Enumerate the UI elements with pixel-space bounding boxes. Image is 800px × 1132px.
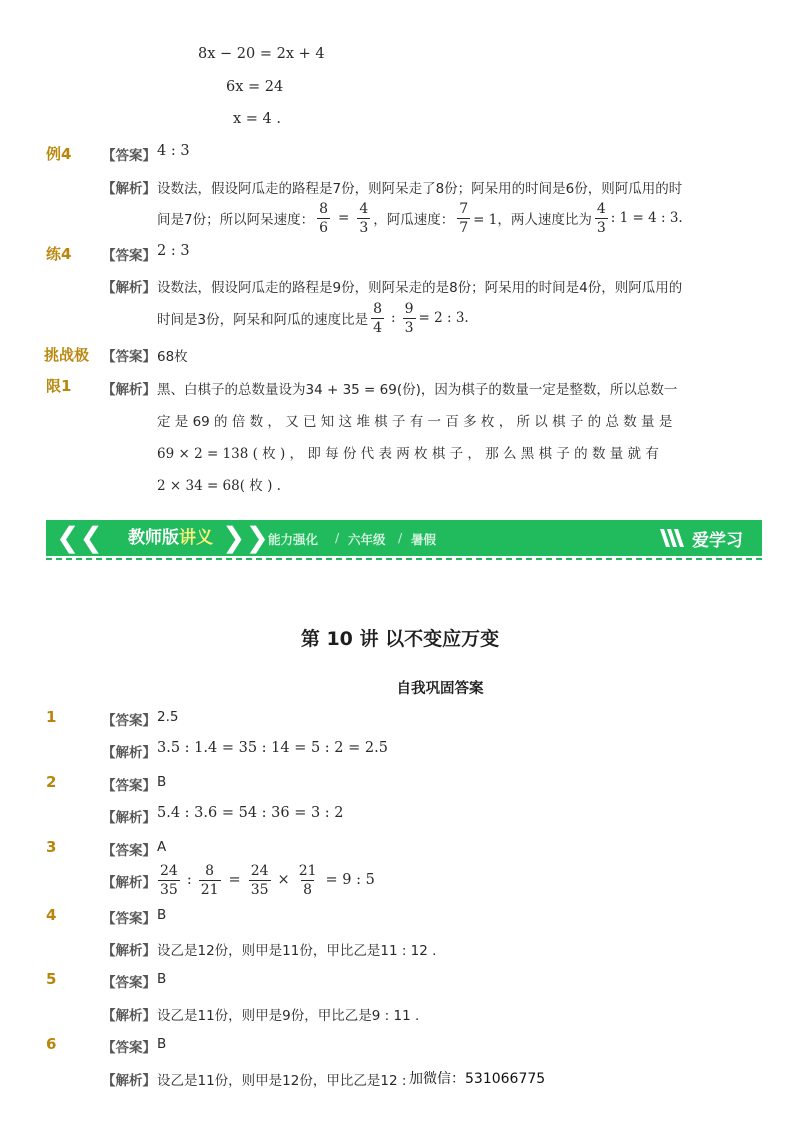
practice-4-analysis-line-2 [157, 298, 469, 338]
analysis-text: 设乙是11份，则甲是9份，甲比乙是9 : 11 . [157, 1008, 420, 1024]
text-segment: = 1，两人速度比为 [473, 212, 592, 228]
section-title: 自我巩固答案 [396, 681, 484, 697]
answer-label: 【答案】 [102, 911, 156, 927]
analysis-label: 【解析】 [102, 1073, 156, 1089]
numerator: 24 [250, 862, 269, 879]
equation-line-3: x = 4 . [233, 111, 281, 127]
breadcrumb-grade: 六年级 [348, 532, 386, 547]
denominator: 35 [250, 881, 269, 898]
practice-4-answer: 2 : 3 [157, 243, 190, 259]
answer-label: 【答案】 [102, 843, 156, 859]
numerator: 7 [459, 200, 469, 217]
analysis-label: 【解析】 [102, 810, 156, 826]
challenge-analysis-label: 【解析】 [102, 382, 156, 398]
answer-label: 【答案】 [102, 778, 156, 794]
practice-4-analysis-label: 【解析】 [102, 280, 156, 296]
text-segment: = 9 : 5 [325, 872, 375, 888]
breadcrumb-term: 暑假 [411, 532, 437, 547]
practice-4-answer-label: 【答案】 [102, 248, 156, 264]
practice-4-tag: 练4 [46, 245, 72, 263]
analysis-label: 【解析】 [102, 875, 156, 891]
equals-sign: = [338, 210, 350, 226]
banner-title-part-b: 讲义 [179, 528, 213, 548]
numerator: 8 [373, 300, 383, 317]
challenge-analysis-line-1: 黑、白棋子的总数量设为34 + 35 = 69(份)，因为棋子的数量一定是整数，所以总数一 [157, 382, 678, 398]
equals-sign: = [228, 872, 241, 888]
double-chevron-right-icon: ❯❯ [222, 521, 269, 554]
answer-value: B [157, 1036, 167, 1052]
challenge-answer-label: 【答案】 [102, 349, 156, 365]
numerator: 8 [205, 862, 215, 879]
challenge-answer: 68枚 [157, 349, 188, 365]
denominator: 4 [373, 319, 383, 336]
analysis-text: 设乙是11份，则甲是12份，甲比乙是12 : [157, 1073, 407, 1089]
fraction [297, 864, 319, 897]
times-sign: × [277, 872, 290, 888]
analysis-text: 3.5 : 1.4 = 35 : 14 = 5 : 2 = 2.5 [157, 740, 388, 756]
analysis-text: 设乙是12份，则甲是11份，甲比乙是11 : 12 . [157, 943, 437, 959]
denominator: 3 [404, 319, 414, 336]
example-4-tag: 例4 [46, 145, 72, 163]
numerator: 8 [319, 200, 329, 217]
answer-value: 2.5 [157, 709, 179, 725]
fraction [595, 202, 608, 235]
challenge-tag-line-2: 限1 [46, 377, 72, 395]
analysis-label: 【解析】 [102, 745, 156, 761]
denominator: 35 [160, 881, 178, 898]
brand-logo-icon [658, 525, 686, 551]
equation-line-2: 6x = 24 [226, 79, 284, 95]
denominator: 3 [596, 219, 606, 236]
fraction [357, 202, 370, 235]
challenge-analysis-line-2: 定 是 69 的 倍 数 ， 又 已 知 这 堆 棋 子 有 一 百 多 枚 ， 所 以 棋 子 的 总 数 量 是 [157, 414, 673, 430]
breadcrumb-ability: 能力强化 [268, 532, 319, 547]
watermark-overlay-text: 加微信：531066775 [407, 1068, 547, 1088]
banner-title [120, 524, 221, 552]
answer-value: A [157, 839, 167, 855]
text-segment: 时间是3份，阿呆和阿瓜的速度比是 [157, 312, 369, 328]
banner-title-part-a: 教师版 [128, 528, 179, 548]
analysis-label: 【解析】 [102, 1008, 156, 1024]
denominator: 7 [459, 219, 469, 236]
brand-logo-text: 爱学习 [692, 531, 743, 551]
text-segment: = 2 : 3. [418, 310, 469, 326]
example-4-answer: 4 : 3 [157, 143, 190, 159]
practice-4-analysis-line-1: 设数法，假设阿瓜走的路程是9份，则阿呆走的是8份；阿呆用的时间是4份，则阿瓜用的 [157, 280, 683, 296]
analysis-expression [155, 859, 375, 901]
numerator: 21 [298, 862, 317, 879]
answer-value: B [157, 907, 167, 923]
example-4-analysis-line-1: 设数法，假设阿瓜走的路程是7份，则阿呆走了8份；阿呆用的时间是6份，则阿瓜用的时 [157, 181, 683, 197]
text-segment: : 1 = 4 : 3. [610, 210, 683, 226]
fraction [403, 302, 416, 335]
equation-line-1: 8x − 20 = 2x + 4 [198, 46, 325, 62]
answer-label: 【答案】 [102, 713, 156, 729]
numerator: 4 [596, 200, 606, 217]
breadcrumb-separator: / [398, 530, 403, 545]
question-number: 4 [46, 906, 57, 924]
numerator: 9 [404, 300, 414, 317]
question-number: 2 [46, 773, 57, 791]
fraction [158, 864, 180, 897]
challenge-analysis-line-4: 2 × 34 = 68( 枚 ) . [157, 478, 281, 494]
text-segment: ，阿瓜速度： [373, 212, 455, 228]
fraction [317, 202, 330, 235]
answer-value: B [157, 774, 167, 790]
analysis-text: 5.4 : 3.6 = 54 : 36 = 3 : 2 [157, 805, 344, 821]
analysis-label: 【解析】 [102, 943, 156, 959]
answer-label: 【答案】 [102, 1040, 156, 1056]
example-4-analysis-label: 【解析】 [102, 181, 156, 197]
denominator: 21 [200, 881, 219, 898]
question-number: 6 [46, 1035, 57, 1053]
fraction [457, 202, 470, 235]
answer-label: 【答案】 [102, 975, 156, 991]
breadcrumb-separator: / [335, 530, 340, 545]
challenge-tag-line-1: 挑战极 [44, 346, 90, 364]
example-4-analysis-line-2 [157, 198, 683, 238]
colon: : [391, 310, 396, 326]
question-number: 3 [46, 838, 57, 856]
challenge-analysis-line-3: 69 × 2 = 138 ( 枚 ) ， 即 每 份 代 表 两 枚 棋 子 ， 那 么 黑 棋 子 的 数 量 就 有 [157, 446, 659, 462]
text-segment: 间是7份；所以阿呆速度： [157, 212, 315, 228]
denominator: 3 [359, 219, 369, 236]
lecture-title: 第 10 讲 以不变应万变 [300, 628, 500, 650]
fraction [199, 864, 221, 897]
fraction [371, 302, 384, 335]
banner-dashed-divider [46, 558, 762, 560]
numerator: 4 [359, 200, 369, 217]
numerator: 24 [160, 862, 178, 879]
double-chevron-left-icon: ❮❮ [56, 521, 103, 554]
example-4-answer-label: 【答案】 [102, 148, 156, 164]
answer-value: B [157, 971, 167, 987]
section-banner [46, 520, 762, 556]
denominator: 6 [319, 219, 329, 236]
denominator: 8 [303, 881, 313, 898]
question-number: 1 [46, 708, 57, 726]
question-number: 5 [46, 970, 57, 988]
fraction [249, 864, 271, 897]
colon: : [186, 872, 192, 888]
